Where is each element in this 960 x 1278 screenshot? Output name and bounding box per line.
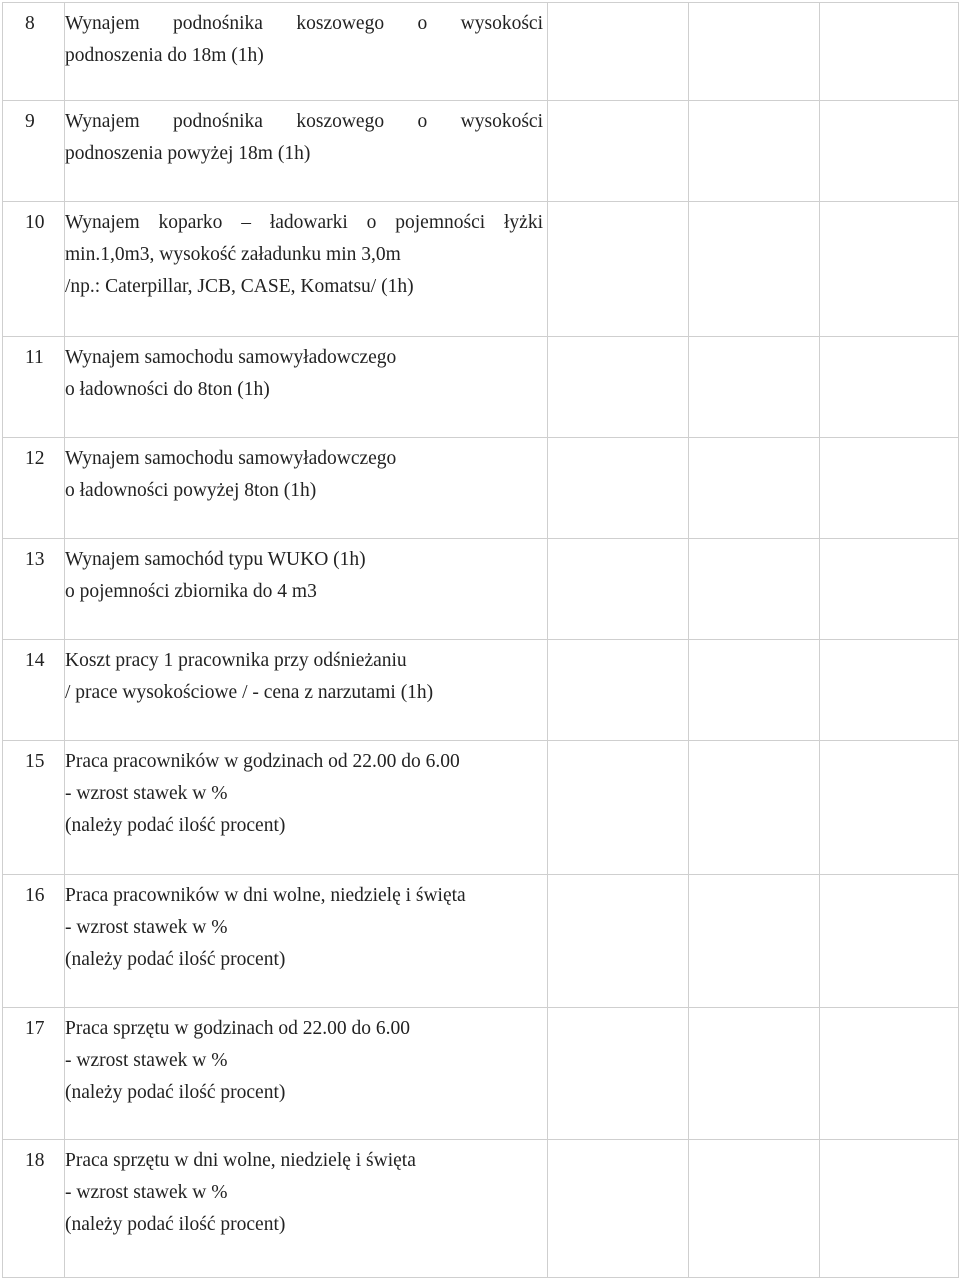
row-description [65, 741, 548, 875]
description-line: (należy podać ilość procent) [65, 949, 286, 970]
price-cell-1[interactable] [548, 539, 689, 640]
row-number: 11 [3, 337, 65, 438]
row-number: 15 [3, 741, 65, 875]
price-cell-3[interactable] [820, 640, 959, 741]
row-number: 14 [3, 640, 65, 741]
price-cell-3[interactable] [820, 3, 959, 101]
description-line: - wzrost stawek w % [65, 1182, 228, 1203]
description-line: Koszt pracy 1 pracownika przy odśnieżaniu [65, 650, 407, 671]
row-description [65, 640, 548, 741]
table-row [3, 539, 959, 640]
price-cell-3[interactable] [820, 337, 959, 438]
price-cell-2[interactable] [689, 337, 820, 438]
price-cell-3[interactable] [820, 438, 959, 539]
price-cell-1[interactable] [548, 202, 689, 337]
price-cell-3[interactable] [820, 101, 959, 202]
price-cell-3[interactable] [820, 741, 959, 875]
price-cell-1[interactable] [548, 1008, 689, 1140]
description-line: o pojemności zbiornika do 4 m3 [65, 581, 317, 602]
price-table [2, 2, 959, 1278]
description-line: (należy podać ilość procent) [65, 1214, 286, 1235]
description-line: o ładowności do 8ton (1h) [65, 379, 270, 400]
row-number: 16 [3, 875, 65, 1008]
description-line: Wynajem samochodu samowyładowczego [65, 347, 397, 368]
price-cell-1[interactable] [548, 438, 689, 539]
row-number: 13 [3, 539, 65, 640]
price-cell-2[interactable] [689, 438, 820, 539]
table-row [3, 3, 959, 101]
description-line: podnoszenia powyżej 18m (1h) [65, 143, 311, 164]
table-row [3, 1008, 959, 1140]
row-number: 8 [3, 3, 65, 101]
description-line: - wzrost stawek w % [65, 917, 228, 938]
price-cell-1[interactable] [548, 3, 689, 101]
table-row [3, 875, 959, 1008]
price-cell-2[interactable] [689, 640, 820, 741]
price-cell-2[interactable] [689, 1008, 820, 1140]
price-cell-3[interactable] [820, 202, 959, 337]
description-line: Wynajem koparko – ładowarki o pojemności łyżki [65, 212, 543, 233]
table-row [3, 337, 959, 438]
price-cell-2[interactable] [689, 741, 820, 875]
row-description [65, 1008, 548, 1140]
description-line: / prace wysokościowe / - cena z narzutami (1h) [65, 682, 434, 703]
price-cell-2[interactable] [689, 101, 820, 202]
description-line: Wynajem samochodu samowyładowczego [65, 448, 397, 469]
price-cell-1[interactable] [548, 741, 689, 875]
price-cell-2[interactable] [689, 3, 820, 101]
row-description [65, 1140, 548, 1278]
price-cell-1[interactable] [548, 640, 689, 741]
table-row [3, 741, 959, 875]
price-cell-1[interactable] [548, 101, 689, 202]
price-cell-2[interactable] [689, 539, 820, 640]
description-line: - wzrost stawek w % [65, 783, 228, 804]
row-number: 12 [3, 438, 65, 539]
price-cell-3[interactable] [820, 539, 959, 640]
price-cell-1[interactable] [548, 337, 689, 438]
price-cell-3[interactable] [820, 1140, 959, 1278]
row-description [65, 101, 548, 202]
price-cell-1[interactable] [548, 1140, 689, 1278]
description-line: /np.: Caterpillar, JCB, CASE, Komatsu/ (1h) [65, 276, 414, 297]
description-line: Praca pracowników w dni wolne, niedzielę i święta [65, 885, 466, 906]
row-description [65, 875, 548, 1008]
table-row [3, 202, 959, 337]
description-line: - wzrost stawek w % [65, 1050, 228, 1071]
description-line: min.1,0m3, wysokość załadunku min 3,0m [65, 244, 401, 265]
price-cell-3[interactable] [820, 875, 959, 1008]
table-row [3, 438, 959, 539]
description-line: Praca sprzętu w godzinach od 22.00 do 6.00 [65, 1018, 410, 1039]
price-cell-2[interactable] [689, 875, 820, 1008]
price-cell-3[interactable] [820, 1008, 959, 1140]
table-row [3, 101, 959, 202]
row-description [65, 202, 548, 337]
row-description [65, 337, 548, 438]
description-line: (należy podać ilość procent) [65, 1082, 286, 1103]
table-row [3, 1140, 959, 1278]
description-line: Wynajem samochód typu WUKO (1h) [65, 549, 366, 570]
description-line: o ładowności powyżej 8ton (1h) [65, 480, 317, 501]
row-number: 9 [3, 101, 65, 202]
description-line: Wynajem podnośnika koszowego o wysokości [65, 111, 543, 132]
table-body [3, 3, 959, 1278]
description-line: Wynajem podnośnika koszowego o wysokości [65, 13, 543, 34]
price-cell-2[interactable] [689, 202, 820, 337]
price-cell-1[interactable] [548, 875, 689, 1008]
row-number: 17 [3, 1008, 65, 1140]
table-row [3, 640, 959, 741]
row-description [65, 539, 548, 640]
description-line: Praca sprzętu w dni wolne, niedzielę i święta [65, 1150, 416, 1171]
price-cell-2[interactable] [689, 1140, 820, 1278]
row-number: 18 [3, 1140, 65, 1278]
description-line: podnoszenia do 18m (1h) [65, 45, 264, 66]
row-description [65, 438, 548, 539]
row-number: 10 [3, 202, 65, 337]
description-line: (należy podać ilość procent) [65, 815, 286, 836]
description-line: Praca pracowników w godzinach od 22.00 do 6.00 [65, 751, 460, 772]
row-description [65, 3, 548, 101]
